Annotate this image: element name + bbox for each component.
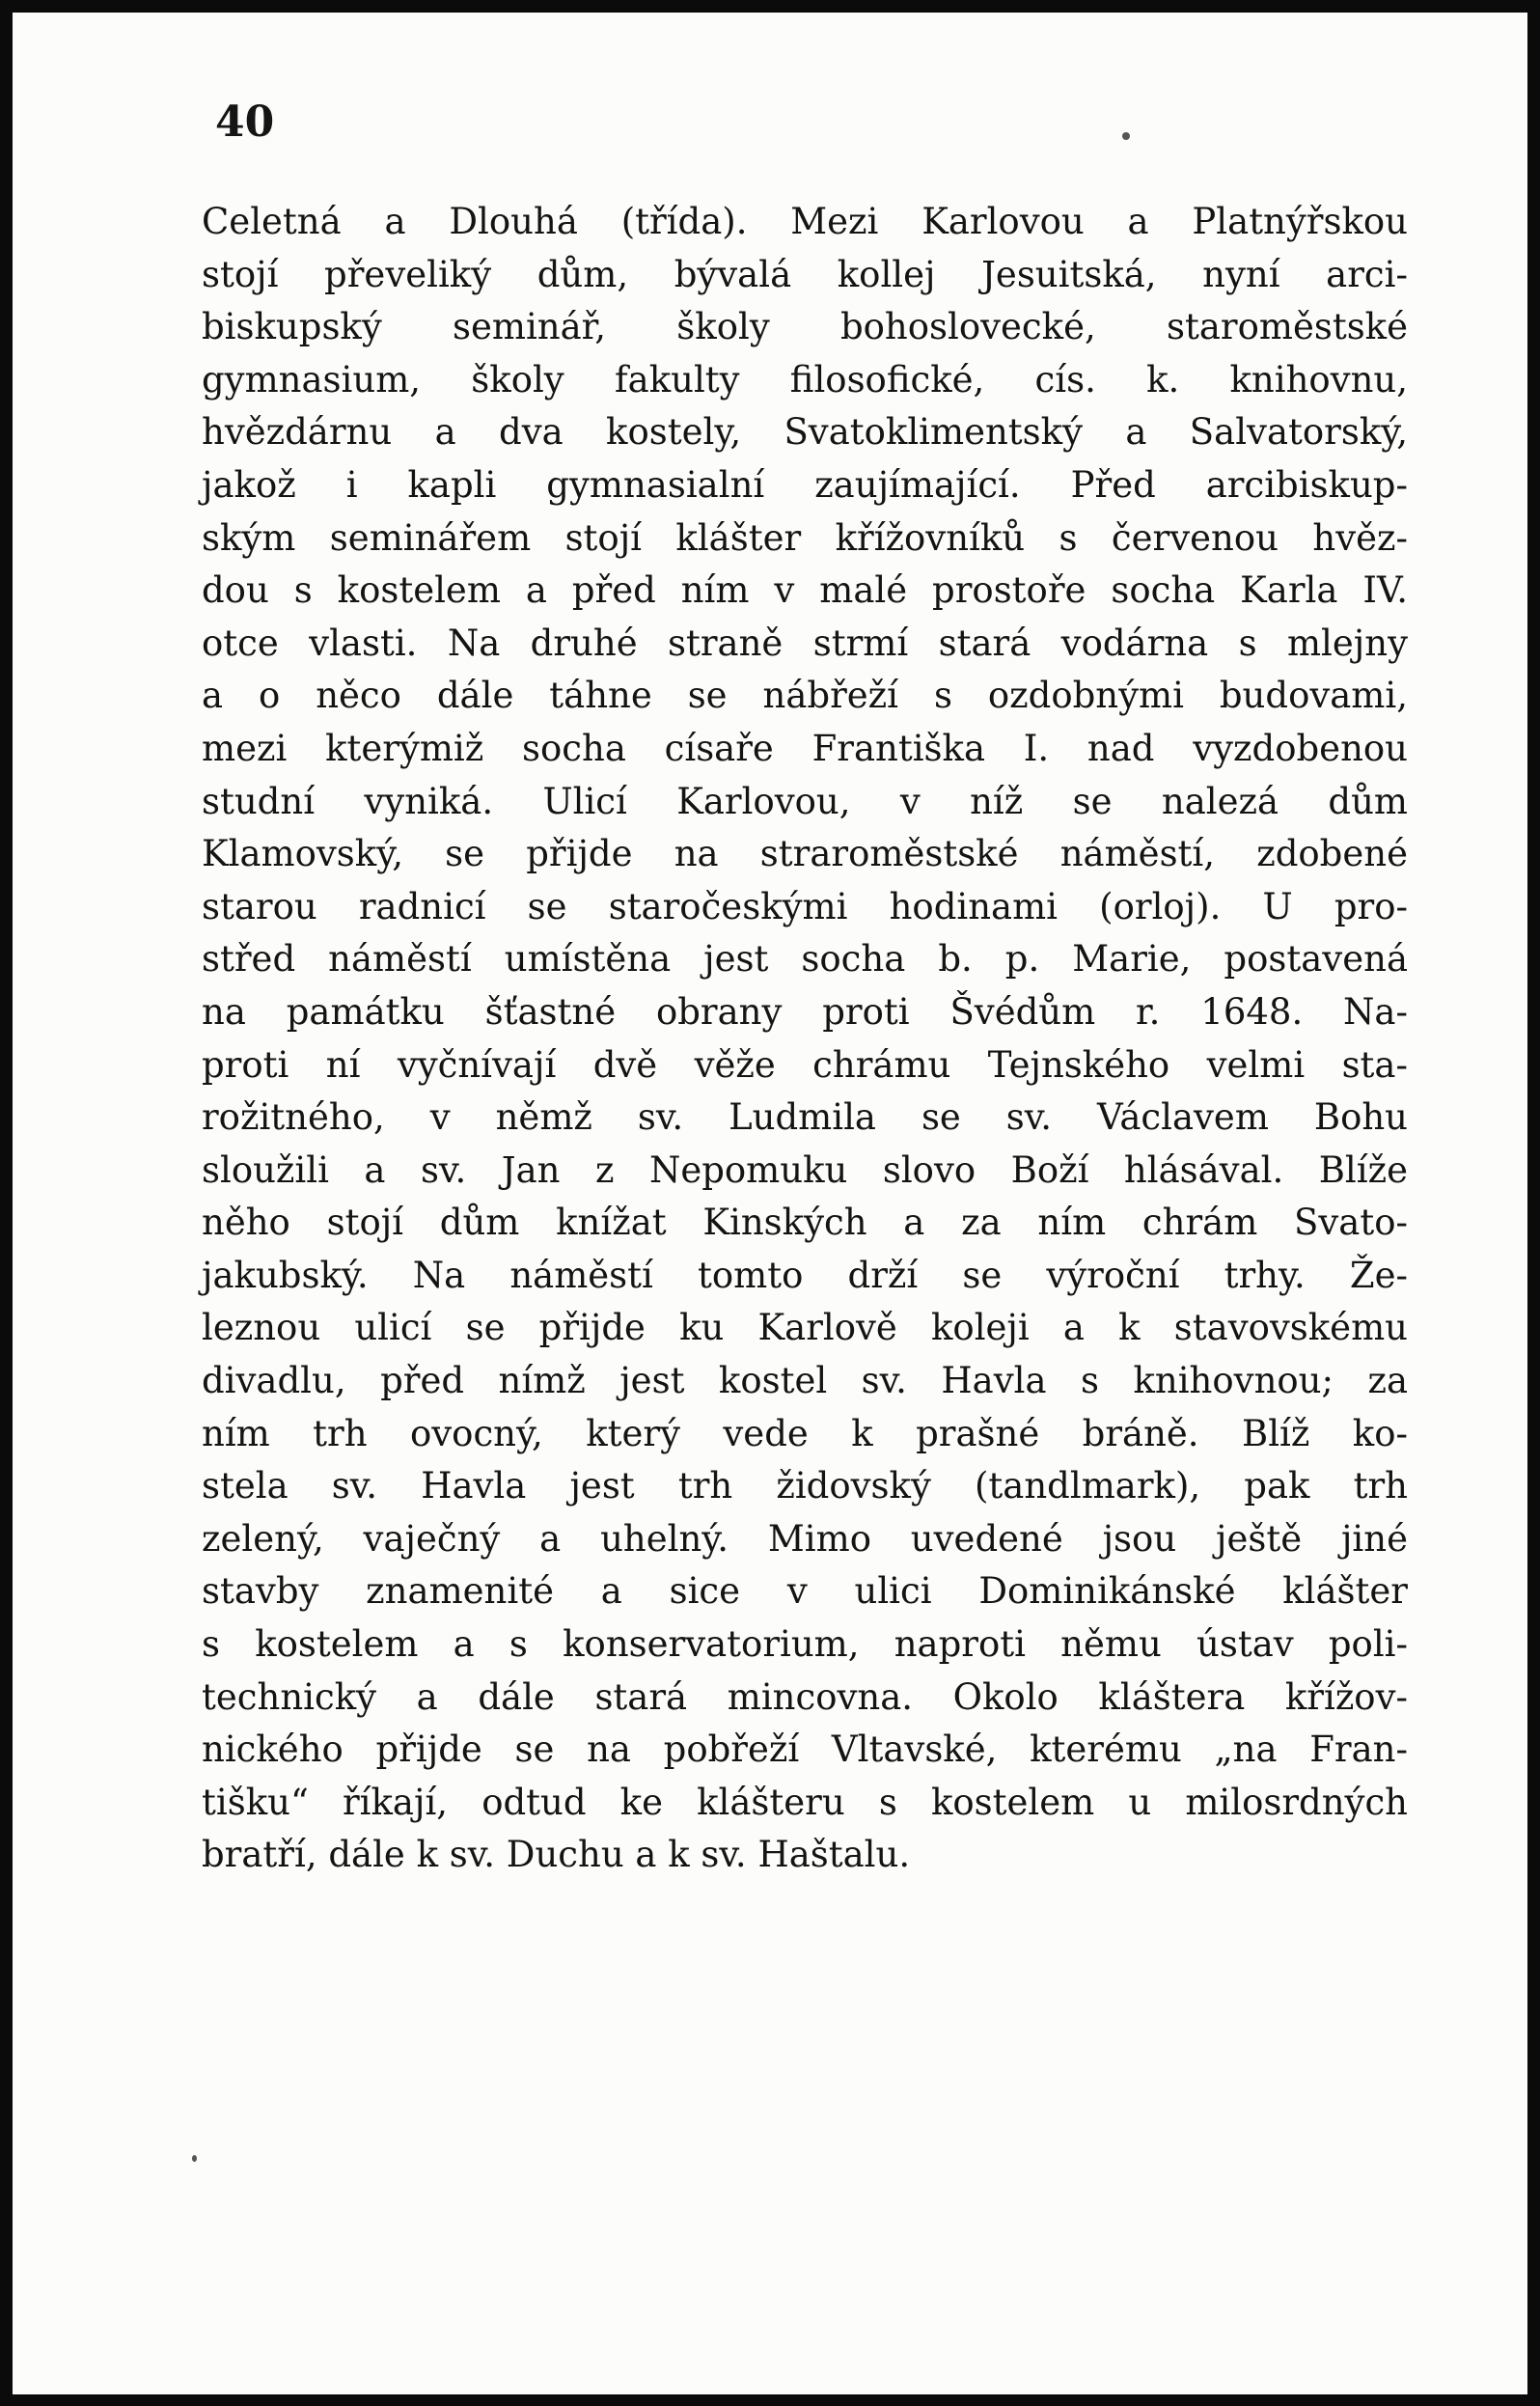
text-line: jakubský. Na náměstí tomto drží se výroční trhy. Že- <box>202 1254 1408 1296</box>
text-line: Klamovský, se přijde na straroměstské náměstí, zdobené <box>202 833 1408 875</box>
text-line: rožitného, v němž sv. Ludmila se sv. Václavem Bohu <box>202 1096 1408 1139</box>
text-line: stojí převeliký dům, bývalá kollej Jesuitská, nyní arci- <box>202 253 1408 295</box>
text-line: studní vyniká. Ulicí Karlovou, v níž se nalezá dům <box>202 780 1408 822</box>
text-line: technický a dále stará mincovna. Okolo kláštera křížov- <box>202 1675 1408 1718</box>
text-line: nického přijde se na pobřeží Vltavské, kterému „na Fran- <box>202 1728 1408 1771</box>
text-line: a o něco dále táhne se nábřeží s ozdobnými budovami, <box>202 675 1408 717</box>
text-line: biskupský seminář, školy bohoslovecké, staroměstské <box>202 306 1408 348</box>
text-line: mezi kterýmiž socha císaře Františka I. nad vyzdobenou <box>202 727 1408 769</box>
text-line: sloužili a sv. Jan z Nepomuku slovo Boží hlásával. Blíže <box>202 1148 1408 1191</box>
text-line: stavby znamenité a sice v ulici Dominikánské klášter <box>202 1570 1408 1613</box>
text-line: hvězdárnu a dva kostely, Svatoklimentský a Salvatorský, <box>202 411 1408 454</box>
body-text <box>202 196 1408 1882</box>
text-line: leznou ulicí se přijde ku Karlově koleji a k stavovskému <box>202 1307 1408 1349</box>
text-line: ním trh ovocný, který vede k prašné bráně. Blíž ko- <box>202 1412 1408 1454</box>
text-line: na památku šťastné obrany proti Švédům r. 1648. Na- <box>202 990 1408 1033</box>
text-line: střed náměstí umístěna jest socha b. p. Marie, postavená <box>202 938 1408 981</box>
text-line: proti ní vyčnívají dvě věže chrámu Tejnského velmi sta- <box>202 1043 1408 1086</box>
page-number: 40 <box>215 97 275 147</box>
text-line: stela sv. Havla jest trh židovský (tandlmark), pak trh <box>202 1465 1408 1507</box>
text-line: zelený, vaječný a uhelný. Mimo uvedené jsou ještě jiné <box>202 1517 1408 1560</box>
text-line: jakož i kapli gymnasialní zaujímající. Před arcibiskup- <box>202 463 1408 506</box>
text-line: bratří, dále k sv. Duchu a k sv. Haštalu. <box>202 1834 911 1876</box>
text-line: dou s kostelem a před ním v malé prostoře socha Karla IV. <box>202 569 1408 612</box>
text-line: s kostelem a s konservatorium, naproti němu ústav poli- <box>202 1623 1408 1666</box>
paper-speck <box>192 2155 197 2162</box>
paper-speck <box>1122 132 1130 140</box>
text-line: ským seminářem stojí klášter křížovníků s červenou hvěz- <box>202 516 1408 559</box>
text-line: gymnasium, školy fakulty filosofické, cís. k. knihovnu, <box>202 358 1408 401</box>
text-line: otce vlasti. Na druhé straně strmí stará vodárna s mlejny <box>202 622 1408 664</box>
text-line: něho stojí dům knížat Kinských a za ním chrám Svato- <box>202 1202 1408 1244</box>
text-line: divadlu, před nímž jest kostel sv. Havla s knihovnou; za <box>202 1360 1408 1402</box>
text-line: tišku“ říkají, odtud ke klášteru s kostelem u milosrdných <box>202 1781 1408 1823</box>
text-line: starou radnicí se staročeskými hodinami (orloj). U pro- <box>202 885 1408 927</box>
book-page <box>13 13 1527 2394</box>
text-line: Celetná a Dlouhá (třída). Mezi Karlovou a Platnýřskou <box>202 201 1408 242</box>
